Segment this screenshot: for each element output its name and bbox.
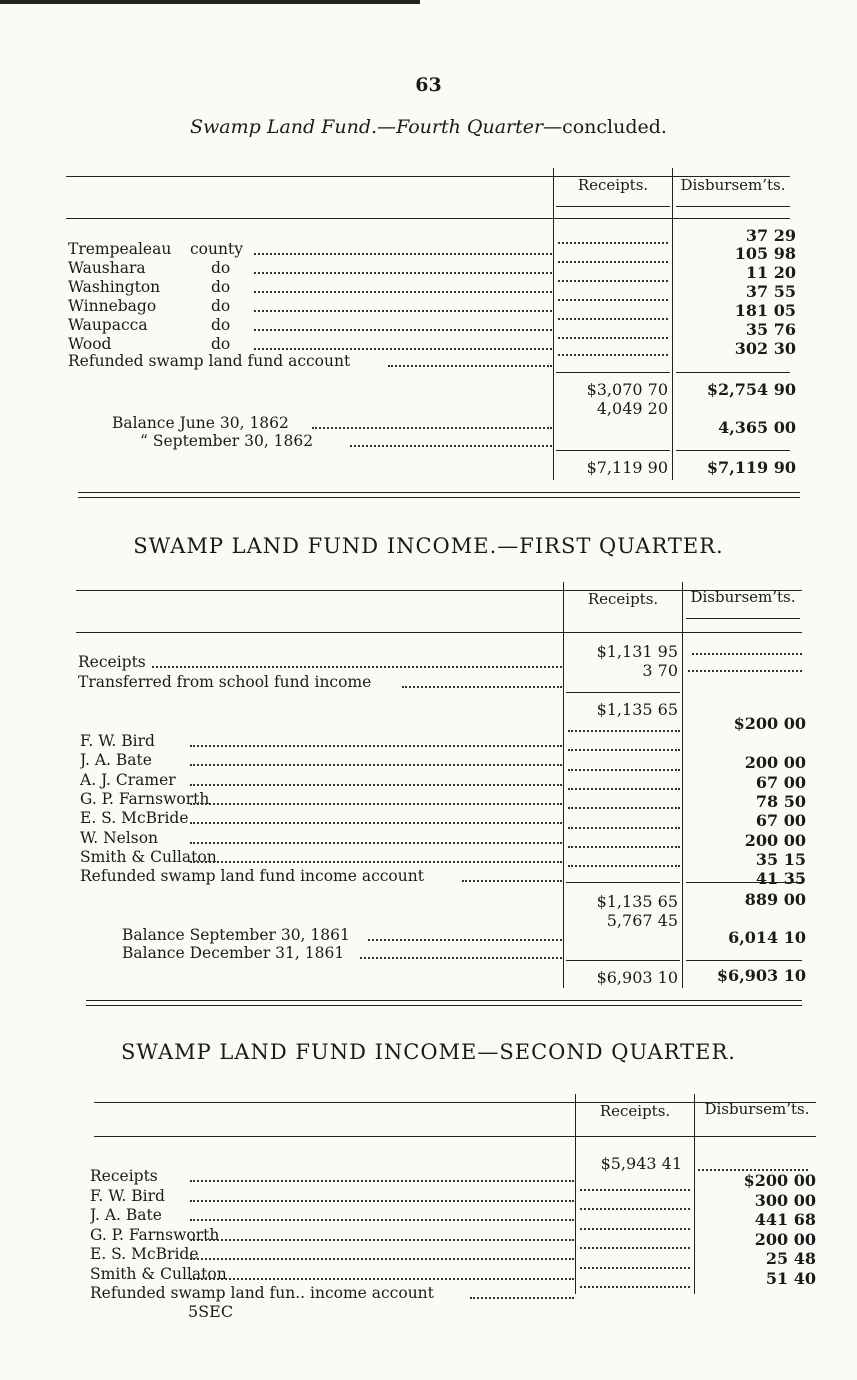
table3-receipts-cell-leader (580, 1228, 690, 1230)
table3-row-disbursement: 441 68 (754, 1210, 816, 1229)
table1-row-do: do (211, 259, 231, 277)
table1-row-disbursement: 302 30 (734, 339, 796, 358)
table1-row-leader (254, 291, 552, 293)
table1-row-do: do (211, 316, 231, 334)
table3-row-disbursement: $200 00 (743, 1171, 816, 1190)
table1-balance2-label: “ September 30, 1862 (140, 432, 314, 450)
table3-row-label: Smith & Cullaton (90, 1264, 227, 1283)
table1-row-disbursement: 105 98 (734, 244, 796, 263)
table1-col-disbursements: Disbursem’ts. (680, 176, 786, 194)
table2-receipts-cell-leader (568, 846, 680, 848)
table2-col-divider-1 (563, 582, 564, 988)
table3-col-divider-1 (575, 1094, 576, 1294)
table1-row-label: Refunded swamp land fund account (68, 352, 351, 370)
table3-row-label: J. A. Bate (90, 1206, 162, 1224)
table2-transfer-label: Transferred from school fund income (78, 673, 372, 691)
table2-row-leader (190, 822, 562, 824)
table2-balance1-leader (368, 939, 562, 941)
table2-end-double-rule (86, 1000, 802, 1006)
scan-edge (0, 0, 420, 4)
page-number: 63 (415, 74, 442, 96)
table1-receipts-cell-leader (558, 242, 668, 244)
table3-row-label: Refunded swamp land fun.. income account (90, 1284, 434, 1302)
table2-row-disbursement: 200 00 (744, 830, 806, 850)
table1-row-disbursement: 11 20 (745, 263, 796, 282)
table2-subtotal-rule (566, 692, 680, 693)
table1-row-leader (254, 310, 552, 312)
table1-row-label: Wood (68, 335, 112, 353)
signature-mark: 5SEC (188, 1302, 234, 1321)
table1-row-leader (388, 365, 552, 367)
table1-row-do: do (211, 297, 231, 315)
table3-row-disbursement: 300 00 (754, 1190, 816, 1210)
table2-row-label: W. Nelson (80, 828, 159, 847)
table2-row-disbursement: 78 50 (755, 791, 806, 811)
table3-row-disbursement: 25 48 (765, 1249, 816, 1268)
table2-sum-rule-receipts (566, 882, 680, 883)
table1-row-do: county (190, 240, 243, 258)
table1-receipts-cell-leader (558, 299, 668, 301)
table2-balance1-value: 5,767 45 (606, 911, 678, 930)
table2-col-disbursements: Disbursem’ts. (690, 588, 796, 606)
table2-col-divider-2 (682, 582, 683, 988)
table1-grand-receipts: $7,119 90 (586, 458, 668, 477)
table3-row-label: G. P. Farnsworth (90, 1225, 220, 1244)
table1-total-receipts: $3,070 70 (586, 380, 668, 399)
table2-total-disbursements: 889 00 (744, 890, 806, 909)
table2-disb-underline (686, 618, 800, 619)
table2-balance1-label: Balance September 30, 1861 (122, 926, 350, 944)
table3-col-receipts: Receipts. (599, 1102, 671, 1120)
table2-total-receipts: $1,135 65 (596, 892, 678, 911)
table2-receipts-cell-leader (568, 730, 680, 732)
table2-grand-receipts: $6,903 10 (596, 968, 678, 987)
table2-receipts-cell-leader (568, 788, 680, 790)
table1-balance1-label: Balance June 30, 1862 (112, 414, 289, 432)
table1-row-label: Winnebago (68, 297, 157, 315)
table2-row-leader (190, 745, 562, 747)
table2-row-leader (462, 880, 562, 882)
table2-disb-first: $200 00 (733, 714, 806, 733)
table1-row-label: Washington (68, 278, 161, 296)
table2-row-label: Smith & Cullaton (80, 847, 217, 866)
table1-row-leader (254, 348, 552, 350)
table2-row-leader (190, 842, 562, 844)
table3-row-label: E. S. McBride (90, 1245, 199, 1263)
table1-receipts-cell-leader (558, 280, 668, 282)
table2-transfer-value: 3 70 (642, 661, 678, 680)
table1-receipts-cell-leader (558, 337, 668, 339)
table1-row-disbursement: 35 76 (745, 320, 796, 339)
table3-row-disbursement: 200 00 (754, 1229, 816, 1249)
table1-disb-first: 37 29 (745, 226, 796, 245)
table1-row-leader (254, 253, 552, 255)
table3-header-rule (94, 1136, 816, 1137)
table2-row-disbursement: 67 00 (755, 811, 806, 831)
table2-receipts-label: Receipts (78, 653, 146, 671)
table3-row-leader (190, 1219, 574, 1221)
table1-balance2-value: 4,365 00 (718, 418, 796, 437)
table2-grand-rule-disb (686, 960, 802, 961)
table2-row-label: E. S. McBride (80, 809, 189, 828)
table1-receipts-cell-leader (558, 261, 668, 263)
table2-row-disbursement: 67 00 (755, 772, 806, 792)
table2-receipts-cell-leader (568, 827, 680, 829)
table2-transfer-leader (402, 686, 562, 688)
table1-receipts-underline (556, 206, 670, 207)
table2-row-label: A. J. Cramer (80, 770, 176, 789)
table3-row-leader (190, 1258, 574, 1260)
table3-receipts-cell-leader (580, 1189, 690, 1191)
table1-receipts-cell-leader (558, 318, 668, 320)
page-subtitle (0, 116, 857, 138)
table1-receipts-cell-leader (558, 354, 668, 356)
table1-col-divider-1 (553, 168, 554, 480)
table1-disb-underline (676, 206, 790, 207)
table2-row-disbursement: 200 00 (744, 753, 806, 773)
table1-balance2-leader (350, 445, 552, 447)
table1-row-disbursement: 181 05 (734, 301, 796, 320)
table3-row-disbursement: 51 40 (765, 1268, 816, 1288)
table1-grand-rule-receipts (556, 450, 670, 451)
table1-sum-rule-disb (676, 372, 790, 373)
table2-balance2-value: 6,014 10 (728, 928, 806, 947)
table3-row-leader (190, 1200, 574, 1202)
table3-row-leader (190, 1278, 574, 1280)
table2-col-receipts: Receipts. (587, 590, 659, 608)
table3-row-label: Receipts (90, 1167, 158, 1185)
table1-balance1-value: 4,049 20 (596, 399, 668, 418)
table1-row-do: do (211, 335, 231, 353)
table2-receipts-disb-leader (692, 653, 802, 655)
table2-grand-rule-receipts (566, 960, 680, 961)
table3-col-divider-2 (694, 1094, 695, 1294)
table2-row-leader (190, 861, 562, 863)
table1-row-leader (254, 272, 552, 274)
table2-row-leader (190, 803, 562, 805)
table1-header-rule (66, 218, 790, 219)
table2-row-leader (190, 784, 562, 786)
table1-row-label: Trempealeau (68, 240, 172, 258)
table2-row-label: F. W. Bird (80, 732, 155, 750)
table1-balance1-leader (312, 427, 552, 429)
table3-receipts-cell-leader (580, 1286, 690, 1288)
table2-subtotal: $1,135 65 (596, 700, 678, 719)
table3-row-leader (190, 1239, 574, 1241)
table3-row-leader (470, 1297, 574, 1299)
table3-receipts-value: $5,943 41 (600, 1154, 682, 1173)
table3-col-disbursements: Disbursem’ts. (704, 1100, 810, 1118)
table1-sum-rule-receipts (556, 372, 670, 373)
table2-receipts-cell-leader (568, 769, 680, 771)
table1-row-leader (254, 329, 552, 331)
subtitle-plain: concluded. (562, 116, 667, 138)
table1-grand-disbursements: $7,119 90 (706, 458, 796, 477)
table2-row-label: Refunded swamp land fund income account (80, 867, 424, 886)
table2-grand-disbursements: $6,903 10 (716, 966, 806, 985)
table2-row-disbursement: 41 35 (755, 869, 806, 889)
table2-receipts-cell-leader (568, 807, 680, 809)
table2-row-label: G. P. Farnsworth (80, 789, 210, 808)
table2-row-label: J. A. Bate (80, 751, 152, 770)
table1-grand-rule-disb (676, 450, 790, 451)
table1-row-disbursement: 37 55 (745, 282, 796, 301)
table1-end-double-rule (78, 492, 800, 498)
table2-receipts-value: $1,131 95 (596, 642, 678, 661)
table2-row-disbursement: 35 15 (755, 849, 806, 869)
section3-title: SWAMP LAND FUND INCOME—SECOND QUARTER. (121, 1040, 736, 1064)
table2-receipts-cell-leader (568, 865, 680, 867)
table2-transfer-disb-leader (688, 670, 802, 672)
table2-receipts-cell-leader (568, 749, 680, 751)
table3-receipts-cell-leader (580, 1208, 690, 1210)
table1-col-receipts: Receipts. (577, 176, 649, 194)
table1-row-do: do (211, 278, 231, 296)
table3-receipts-cell-leader (580, 1247, 690, 1249)
table2-row-leader (190, 764, 562, 766)
table1-row-label: Waushara (68, 259, 146, 277)
table3-row-label: F. W. Bird (90, 1186, 165, 1205)
subtitle-italic: Swamp Land Fund.—Fourth Quarter— (190, 116, 563, 138)
table1-row-label: Waupacca (68, 316, 148, 334)
table2-balance2-label: Balance December 31, 1861 (122, 944, 345, 962)
table2-receipts-leader (152, 666, 562, 668)
table2-sum-rule-disb (686, 882, 802, 883)
section2-title: SWAMP LAND FUND INCOME.—FIRST QUARTER. (133, 534, 724, 558)
table3-receipts-cell-leader (580, 1267, 690, 1269)
table2-balance2-leader (360, 957, 562, 959)
table1-col-divider-2 (672, 168, 673, 480)
table2-header-rule (76, 632, 802, 633)
table1-total-disbursements: $2,754 90 (706, 380, 796, 399)
table3-row-leader (190, 1180, 574, 1182)
